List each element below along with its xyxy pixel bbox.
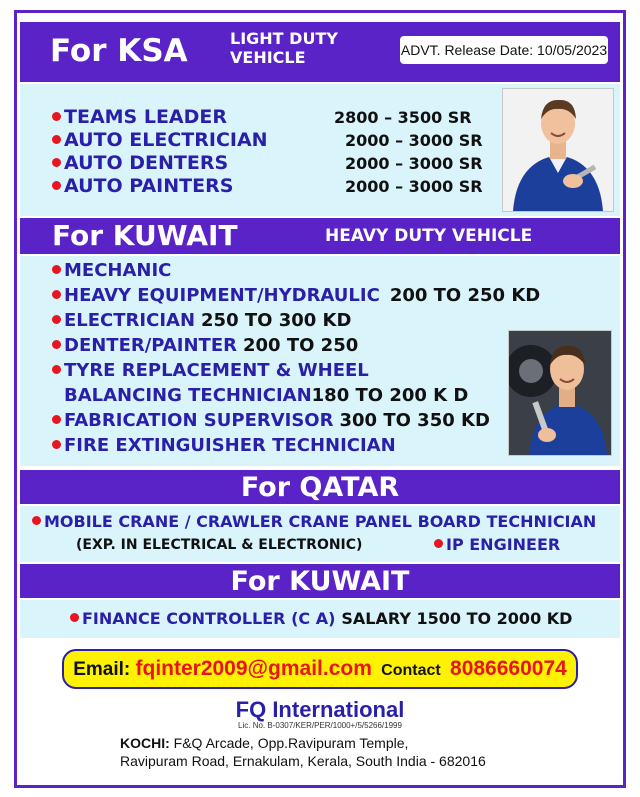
list-item (52, 335, 358, 356)
bullet-icon (52, 112, 61, 121)
technician-illustration (509, 331, 611, 455)
job-salary: 250 TO 300 KD (201, 310, 352, 331)
job-title: TEAMS LEADER (64, 106, 228, 128)
kuwait-finance-title: For KUWAIT (230, 566, 410, 597)
phone-number[interactable]: 8086660074 (450, 657, 567, 680)
job-title: MECHANIC (64, 260, 172, 281)
address-line-2: Ravipuram Road, Ernakulam, Kerala, South India - 682016 (120, 753, 486, 769)
job-title: TYRE REPLACEMENT & WHEEL (64, 360, 369, 381)
job-title: FINANCE CONTROLLER (C A) (82, 609, 336, 628)
ksa-subtitle-line1: LIGHT DUTY (230, 29, 338, 48)
job-title: BALANCING TECHNICIAN (64, 385, 312, 406)
bullet-icon (52, 315, 61, 324)
list-item (52, 435, 396, 456)
list-item (52, 285, 540, 306)
list-item (52, 260, 171, 281)
job-title: FABRICATION SUPERVISOR (64, 410, 334, 431)
list-item (52, 310, 351, 331)
job-salary: 2800 – 3500 SR (334, 108, 472, 127)
list-item (52, 175, 233, 197)
bullet-icon (434, 539, 443, 548)
address-text-1: F&Q Arcade, Opp.Ravipuram Temple, (173, 735, 409, 751)
job-salary: 2000 – 3000 SR (345, 131, 483, 150)
list-item (434, 535, 560, 554)
email-link[interactable]: fqinter2009@gmail.com (135, 657, 372, 680)
qatar-jobs-panel (20, 506, 620, 562)
company-address (120, 734, 486, 770)
kuwait-heavy-subtitle: HEAVY DUTY VEHICLE (325, 226, 533, 246)
bullet-icon (70, 613, 79, 622)
bullet-icon (52, 135, 61, 144)
job-title: AUTO DENTERS (64, 152, 229, 174)
contact-label: Contact (381, 662, 441, 679)
job-salary: SALARY 1500 TO 2000 KD (341, 609, 573, 628)
kuwait-finance-header-band (20, 564, 620, 598)
job-salary: 2000 – 3000 SR (345, 177, 483, 196)
job-salary: 2000 – 3000 SR (345, 154, 483, 173)
kuwait-finance-panel (20, 600, 620, 638)
advt-release-date: ADVT. Release Date: 10/05/2023 (400, 36, 608, 64)
list-item (52, 152, 228, 174)
bullet-icon (52, 440, 61, 449)
list-item (52, 360, 369, 381)
bullet-icon (52, 415, 61, 424)
job-salary: 200 TO 250 KD (389, 285, 541, 306)
job-salary: 180 TO 200 K D (311, 385, 469, 406)
kuwait-heavy-title: For KUWAIT (52, 219, 238, 252)
job-title: AUTO ELECTRICIAN (64, 129, 268, 151)
list-item (64, 385, 468, 406)
job-title: DENTER/PAINTER (64, 335, 237, 356)
job-title: MOBILE CRANE / CRAWLER CRANE PANEL BOARD TECHNICIAN (44, 512, 597, 531)
mechanic-photo (502, 88, 614, 212)
kuwait-heavy-header-band (20, 218, 620, 254)
address-line-1 (120, 734, 486, 752)
bullet-icon (52, 340, 61, 349)
ksa-subtitle-line2: VEHICLE (230, 48, 306, 67)
bullet-icon (52, 290, 61, 299)
job-title: ELECTRICIAN (64, 310, 196, 331)
job-title: HEAVY EQUIPMENT/HYDRAULIC (64, 285, 380, 306)
job-title: AUTO PAINTERS (64, 175, 234, 197)
bullet-icon (32, 516, 41, 525)
contact-box (62, 649, 578, 689)
list-item (32, 512, 596, 531)
ksa-subtitle (230, 29, 338, 67)
bullet-icon (52, 265, 61, 274)
license-number: Lic. No. B-0307/KER/PER/1000+/5/5266/1999 (238, 721, 402, 730)
qatar-header-band (20, 470, 620, 504)
technician-photo (508, 330, 612, 456)
list-item (52, 129, 268, 151)
job-salary: 300 TO 350 KD (339, 410, 490, 431)
email-label: Email: (73, 659, 131, 680)
ksa-jobs-panel (20, 84, 620, 216)
bullet-icon (52, 158, 61, 167)
ksa-title: For KSA (50, 33, 188, 69)
bullet-icon (52, 365, 61, 374)
job-note: (EXP. IN ELECTRICAL & ELECTRONIC) (76, 537, 363, 553)
list-item (52, 106, 227, 128)
job-salary: 200 TO 250 (242, 335, 359, 356)
company-name: FQ International (235, 697, 405, 722)
job-title: FIRE EXTINGUISHER TECHNICIAN (64, 435, 396, 456)
list-item (70, 609, 572, 628)
ksa-header-band (20, 22, 620, 82)
qatar-title: For QATAR (240, 472, 400, 503)
kuwait-heavy-jobs-panel (20, 256, 620, 466)
mechanic-illustration (503, 89, 613, 211)
city-label: KOCHI: (120, 735, 170, 751)
list-item (52, 410, 490, 431)
job-title: IP ENGINEER (446, 535, 561, 554)
bullet-icon (52, 181, 61, 190)
